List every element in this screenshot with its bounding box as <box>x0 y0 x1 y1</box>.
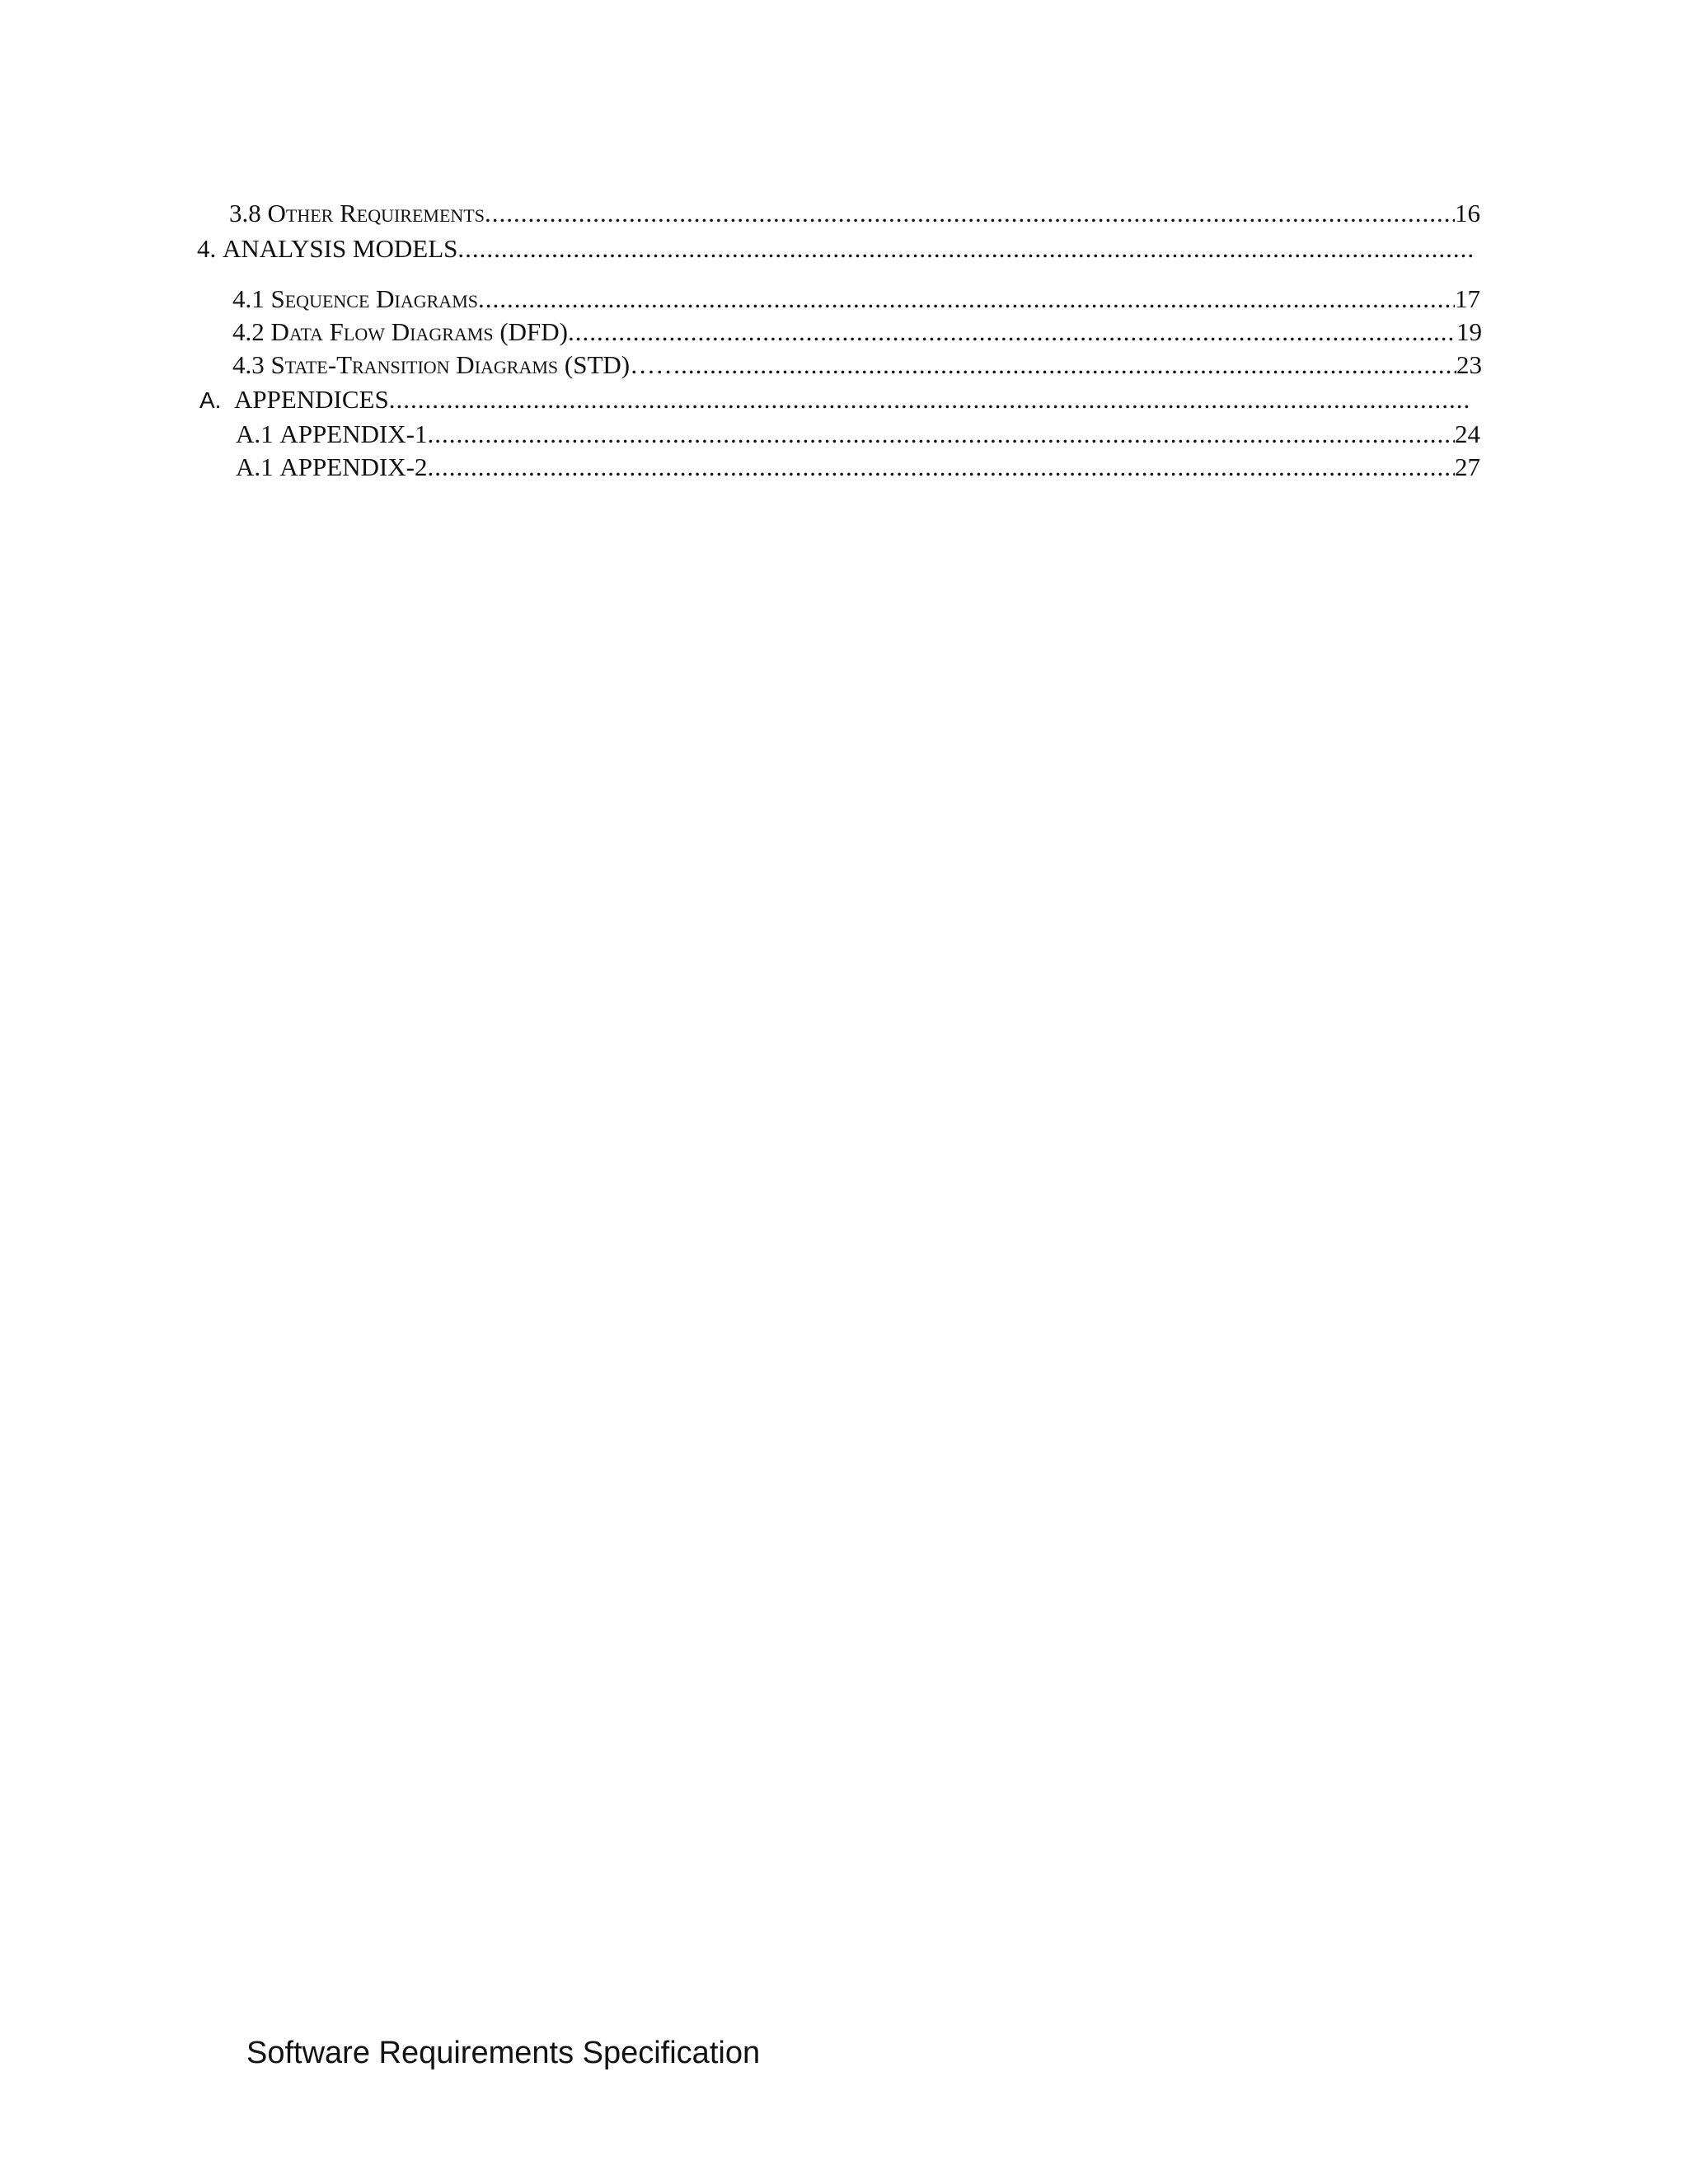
toc-dot-leader <box>389 384 1469 415</box>
toc-page-number: 27 <box>1455 452 1480 481</box>
toc-page-number: 24 <box>1455 419 1480 448</box>
toc-entry-number: 4.1 <box>232 284 265 313</box>
toc-entry-appendix-2[interactable] <box>236 452 1480 483</box>
toc-entry-number: A. <box>199 387 222 413</box>
toc-entry-4[interactable] <box>197 233 1476 265</box>
toc-dot-leader <box>681 349 1456 381</box>
toc-entry-title: APPENDIX-2 <box>279 452 428 481</box>
toc-page-number: 23 <box>1456 350 1482 379</box>
toc-entry-title: State-Transition Diagrams (STD)…… <box>270 350 682 379</box>
toc-page-number: 17 <box>1455 284 1480 313</box>
toc-entry-number: A.1 <box>236 419 274 448</box>
toc-entry-a[interactable] <box>199 384 1469 415</box>
toc-entry-appendix-1[interactable] <box>236 419 1480 450</box>
toc-entry-3-8[interactable] <box>229 198 1480 229</box>
toc-entry-number: 4. <box>197 234 217 263</box>
toc-dot-leader <box>428 452 1455 483</box>
toc-entry-title: Sequence Diagrams <box>270 284 478 313</box>
toc-dot-leader <box>568 316 1456 348</box>
toc-page-number: 19 <box>1456 317 1482 346</box>
toc-entry-title: Other Requirements <box>267 199 485 227</box>
toc-dot-leader <box>457 233 1476 265</box>
toc-entry-title: APPENDIX-1 <box>279 419 428 448</box>
toc-entry-4-2[interactable] <box>232 316 1482 348</box>
toc-page-number: 16 <box>1455 199 1480 227</box>
toc-entry-4-1[interactable] <box>232 284 1480 315</box>
toc-entry-title: ANALYSIS MODELS <box>223 234 458 263</box>
toc-entry-title: APPENDICES <box>233 385 389 414</box>
toc-dot-leader <box>428 419 1455 450</box>
toc-entry-number: A.1 <box>236 452 274 481</box>
toc-entry-number: 4.2 <box>232 317 265 346</box>
toc-dot-leader <box>478 284 1455 315</box>
toc-entry-number: 4.3 <box>232 350 265 379</box>
toc-dot-leader <box>485 198 1455 229</box>
toc-entry-4-3[interactable] <box>232 349 1482 381</box>
page-footer: Software Requirements Specification <box>246 2036 761 2070</box>
toc-entry-title: Data Flow Diagrams (DFD) <box>270 317 568 346</box>
toc-entry-number: 3.8 <box>229 199 261 227</box>
